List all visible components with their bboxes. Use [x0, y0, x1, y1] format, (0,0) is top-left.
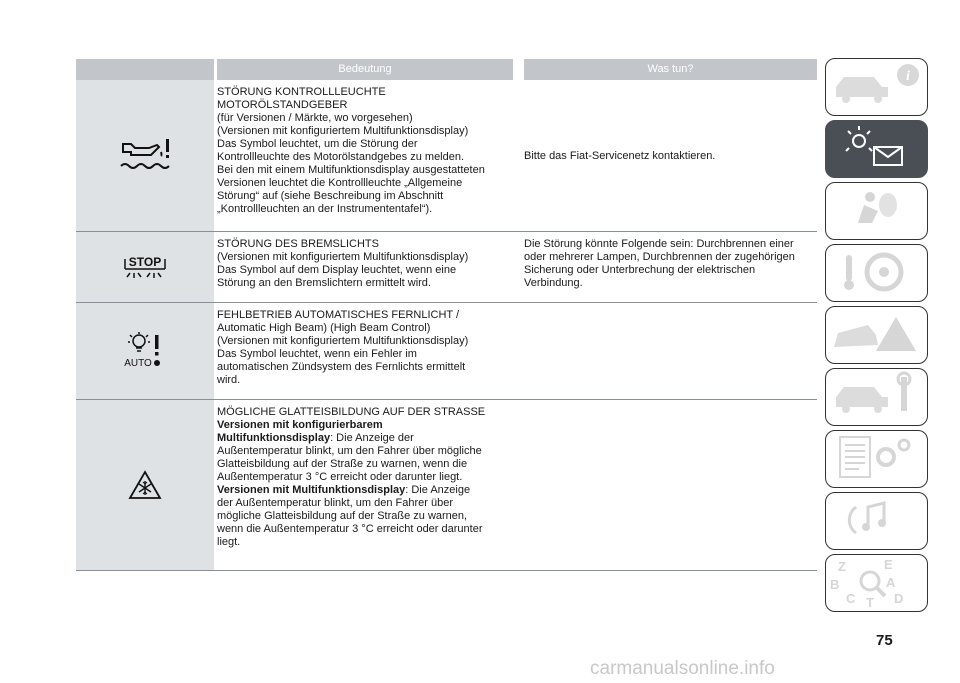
text-fragment: : Die Anzeige der — [330, 432, 414, 444]
text-line: STÖRUNG KONTROLLLEUCHTE — [217, 86, 386, 98]
icon-cell — [76, 303, 214, 399]
svg-text:B: B — [830, 577, 840, 592]
table-row — [76, 400, 817, 571]
multimedia-tab[interactable] — [825, 492, 928, 550]
meaning-cell — [217, 400, 513, 570]
text-line: Kontrollleuchte des Motorölstandgebes zu melden. — [217, 151, 465, 163]
action-cell — [524, 400, 817, 570]
text-line: Außentemperatur blinkt, um den Fahrer über mögliche — [217, 445, 482, 457]
warning-lights-tab[interactable] — [825, 120, 928, 178]
text-line: MOTORÖLSTANDGEBER — [217, 99, 348, 111]
oil-pressure-warning-icon — [115, 136, 175, 176]
maintenance-tab[interactable] — [825, 368, 928, 426]
text-line — [217, 432, 513, 445]
page-number: 75 — [876, 632, 893, 649]
action-cell — [524, 303, 817, 399]
stop-icon-label: STOP — [128, 255, 162, 269]
document-gear-icon — [826, 431, 926, 486]
svg-text:C: C — [846, 591, 856, 606]
icon-cell — [76, 400, 214, 570]
table-row — [76, 303, 817, 400]
stop-lamp-failure-icon — [120, 252, 170, 282]
icon-cell — [76, 80, 214, 231]
text-line: oder mehrerer Lampen, Durchbrennen der zugehörigen — [524, 251, 795, 263]
meaning-cell — [217, 80, 513, 231]
text-line — [217, 419, 513, 432]
header-icon-cell — [76, 59, 214, 80]
warning-lights-table — [76, 59, 817, 571]
header-action: Was tun? — [524, 59, 817, 80]
icon-cell — [76, 232, 214, 302]
ice-warning-icon — [128, 470, 162, 500]
text-line: Störung“ auf (siehe Beschreibung im Abschnitt — [217, 190, 444, 202]
table-row — [76, 232, 817, 303]
technical-data-tab[interactable] — [825, 430, 928, 488]
action-cell — [524, 80, 817, 231]
text-line: Das Symbol auf dem Display leuchtet, wenn eine — [217, 264, 457, 276]
text-line: automatischen Zündsystem des Fernlichts ermittelt — [217, 361, 466, 373]
index-tab[interactable] — [825, 554, 928, 612]
car-info-icon — [826, 59, 926, 114]
text-line: (Versionen mit konfiguriertem Multifunktionsdisplay) — [217, 125, 469, 137]
text-line: (für Versionen / Märkte, wo vorgesehen) — [217, 112, 413, 124]
svg-text:Z: Z — [838, 559, 846, 574]
svg-text:T: T — [866, 595, 874, 610]
multimedia-icon — [826, 493, 926, 548]
header-meaning: Bedeutung — [217, 59, 513, 80]
svg-text:i: i — [906, 69, 910, 84]
table-row — [76, 80, 817, 232]
text-line: liegt. — [217, 536, 241, 548]
watermark: carmanualsonline.info — [590, 658, 775, 679]
meaning-cell — [217, 303, 513, 399]
text-line: FEHLBETRIEB AUTOMATISCHES FERNLICHT / — [217, 309, 460, 321]
text-line: (Versionen mit konfiguriertem Multifunktionsdisplay) — [217, 251, 469, 263]
action-cell — [524, 232, 817, 302]
steering-wheel-key-icon — [826, 245, 926, 300]
airbag-seat-icon — [826, 183, 926, 238]
text-line: Versionen leuchtet die Kontrollleuchte „Allgemeine — [217, 177, 463, 189]
text-line: Störung an den Bremslichtern ermittelt wird. — [217, 277, 431, 289]
emergency-tab[interactable] — [825, 306, 928, 364]
svg-text:A: A — [886, 575, 896, 590]
meaning-cell — [217, 232, 513, 302]
text-line: Bitte das Fiat-Servicenetz kontaktieren. — [524, 150, 716, 162]
text-line — [217, 484, 513, 497]
text-line: Sicherung oder Unterbrechung der elektrischen — [524, 264, 756, 276]
text-line: Bei den mit einem Multifunktionsdisplay ausgestatteten — [217, 164, 485, 176]
bold-text: Versionen mit konfigurierbarem — [217, 419, 383, 431]
text-line: Außentemperatur 3 °C erreicht oder darunter liegt. — [217, 471, 463, 483]
text-line: Das Symbol leuchtet, wenn ein Fehler im — [217, 348, 417, 360]
safety-tab[interactable] — [825, 182, 928, 240]
bold-text: Versionen mit Multifunktionsdisplay — [217, 484, 406, 496]
text-line: „Kontrollleuchten an der Instrumententafel“). — [217, 203, 433, 215]
text-line: wird. — [217, 374, 241, 386]
text-fragment: : Die Anzeige — [405, 484, 471, 496]
text-line: Automatic High Beam) (High Beam Control) — [217, 322, 431, 334]
text-line: STÖRUNG DES BREMSLICHTS — [217, 238, 379, 250]
text-line: Die Störung könnte Folgende sein: Durchbrennen einer — [524, 238, 794, 250]
svg-text:E: E — [884, 557, 893, 572]
text-line: wenn die Außentemperatur 3 °C erreicht oder darunter — [217, 523, 483, 535]
auto-high-beam-failure-icon — [122, 331, 168, 371]
svg-text:D: D — [894, 591, 904, 606]
alphabet-index-icon — [826, 555, 926, 610]
car-wrench-icon — [826, 369, 926, 424]
text-line: Glatteisbildung auf der Straße zu warnen, wenn die — [217, 458, 468, 470]
text-line: Das Symbol leuchtet, um die Störung der — [217, 138, 418, 150]
bold-text: Multifunktionsdisplay — [217, 432, 331, 444]
auto-icon-label: AUTO — [124, 358, 152, 369]
text-line: MÖGLICHE GLATTEISBILDUNG AUF DER STRASSE — [217, 406, 486, 418]
text-line: Verbindung. — [524, 277, 583, 289]
car-hazard-icon — [826, 307, 926, 362]
warning-lights-icon — [826, 121, 926, 176]
table-header — [76, 59, 817, 80]
text-line: der Außentemperatur blinkt, um den Fahrer über — [217, 497, 454, 509]
text-line: (Versionen mit konfiguriertem Multifunktionsdisplay) — [217, 335, 469, 347]
starting-driving-tab[interactable] — [825, 244, 928, 302]
vehicle-info-tab[interactable] — [825, 58, 928, 116]
text-line: mögliche Glatteisbildung auf der Straße zu warnen, — [217, 510, 468, 522]
